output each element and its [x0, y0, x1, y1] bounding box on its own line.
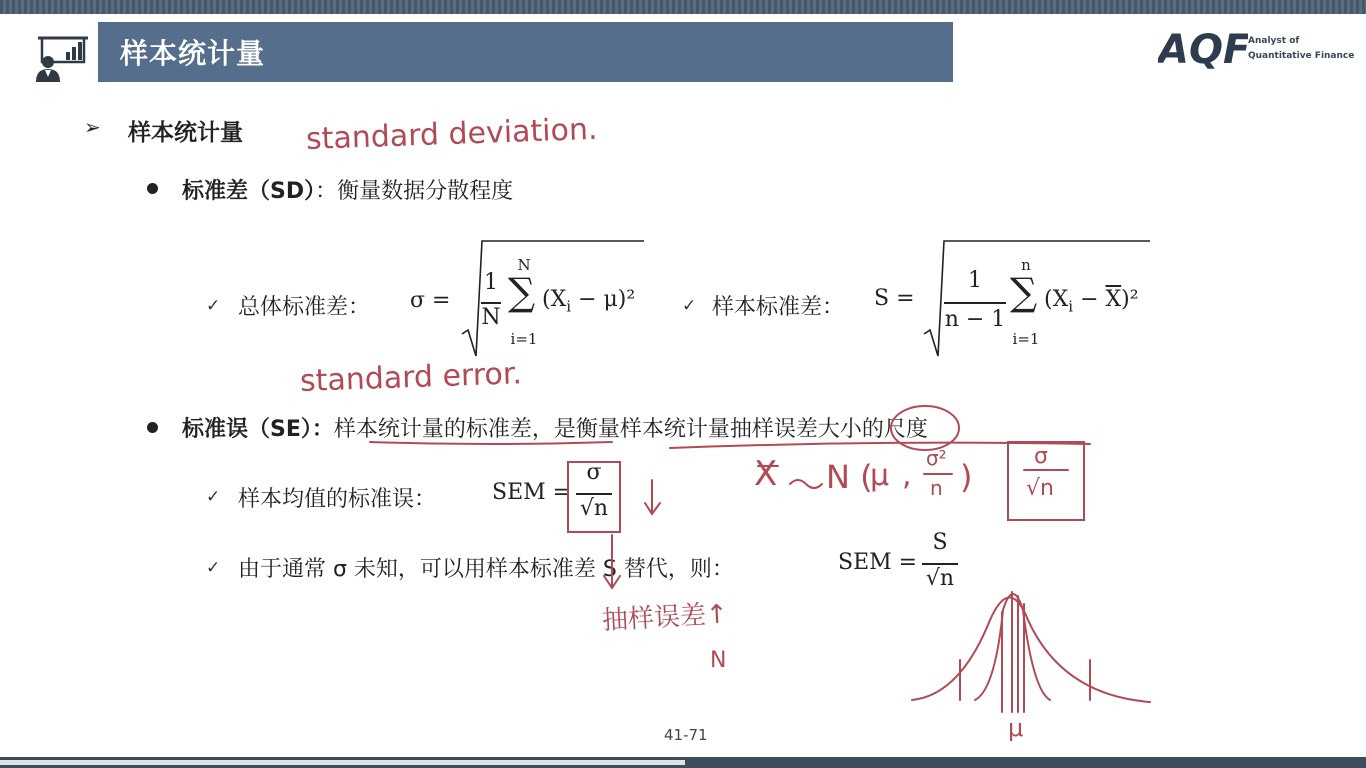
s-lhs: S = [874, 286, 915, 311]
sigma-lhs: σ = [410, 288, 451, 313]
bullet-icon [147, 422, 158, 433]
sem2-bar [922, 563, 958, 565]
sample-sum-bottom: i=1 [1012, 330, 1040, 348]
bullet-icon [147, 183, 158, 194]
dist-note-close: ) [960, 458, 973, 496]
progress-fill [0, 760, 685, 765]
box-sigma-note: σ [1034, 444, 1048, 469]
underline-stroke [670, 443, 1090, 448]
sample-frac-bar [944, 302, 1006, 304]
sample-sd-label: 样本标准差： [712, 295, 845, 320]
dist-note-den: n [930, 476, 943, 500]
bottom-progress-strip [0, 757, 1366, 768]
page-title: 样本统计量 [120, 37, 266, 70]
dist-note-mu: μ [870, 458, 890, 493]
sample-term-xbar: $\overline{X}$ [1105, 287, 1122, 312]
se-colon: ： [311, 417, 334, 442]
mu-note: μ [1008, 714, 1024, 742]
dist-note-comma: , [902, 458, 912, 493]
sem1-lhs: SEM = [492, 480, 572, 505]
sd-handwritten-note: standard deviation. [305, 111, 599, 157]
sem1-num: σ [586, 460, 602, 485]
pop-term-tail: − μ)² [578, 287, 636, 312]
check-icon: ✓ [206, 487, 221, 507]
sd-description: ：衡量数据分散程度 [315, 179, 514, 204]
sem2-num: S [932, 530, 948, 555]
check-icon: ✓ [206, 296, 221, 316]
sampling-error-note: 抽样误差↑ [601, 599, 729, 636]
dist-note-sigma2: σ² [926, 446, 947, 470]
logo-line-2: Quantitative Finance [1248, 51, 1355, 61]
n-note: N [710, 648, 727, 673]
dist-note-n: N ( [826, 458, 873, 496]
box-root-n-note: √n [1026, 476, 1054, 501]
top-border-strip [0, 0, 1366, 14]
section-title: 样本统计量 [128, 120, 243, 146]
sd-line [182, 174, 513, 205]
presenter-board-icon [28, 30, 90, 82]
sample-sum-top: n [1021, 256, 1031, 274]
pop-term-x: (X [542, 287, 567, 312]
sample-term [1044, 287, 1139, 315]
section-arrow-icon: ➢ [84, 115, 101, 139]
sample-term-x: (X [1044, 287, 1069, 312]
sample-term-minus: − [1080, 287, 1106, 312]
sem2-lhs: SEM = [838, 550, 918, 575]
logo-text: AQF [1158, 27, 1248, 70]
check-icon: ✓ [206, 558, 221, 578]
tilde-stroke [790, 480, 822, 488]
pop-frac-num: 1 [484, 270, 498, 295]
pop-sum-icon: ∑ [508, 270, 536, 314]
sample-sum-icon: ∑ [1010, 270, 1038, 314]
sem1-bar [576, 493, 612, 495]
se-label: 标准误（SE） [182, 417, 312, 442]
pop-sum-top: N [517, 256, 531, 274]
sem-replace-text: 由于通常 σ 未知，可以用样本标准差 S 替代，则： [238, 557, 734, 582]
se-description-2: ，是衡量样本统计量抽样误差大小的尺度 [531, 417, 928, 442]
se-handwritten-note: standard error. [299, 356, 523, 399]
sem-mean-label: 样本均值的标准误： [238, 487, 437, 512]
bell-curve-wide [912, 598, 1150, 703]
logo-line-1: Analyst of [1248, 36, 1300, 46]
title-bar [98, 22, 953, 82]
aqf-logo-mark [1158, 24, 1248, 70]
pop-frac-den: N [481, 305, 501, 330]
sample-term-tail: )² [1121, 287, 1139, 312]
sem2-den: √n [925, 566, 955, 591]
sample-frac-num: 1 [968, 268, 982, 293]
arrow-stroke [645, 480, 660, 514]
bell-curve-narrow [975, 594, 1050, 700]
pop-sum-bottom: i=1 [510, 330, 538, 348]
sd-label: 标准差（SD） [182, 179, 316, 204]
se-line [182, 412, 928, 443]
sample-frac-den: n − 1 [944, 307, 1006, 332]
aqf-logo [1158, 24, 1358, 70]
sem1-den: √n [579, 496, 609, 521]
page-number: 41-71 [664, 726, 708, 744]
sample-term-sub: i [1068, 297, 1074, 316]
pop-term-sub: i [566, 297, 572, 316]
se-description-1: 样本统计量的标准差 [333, 417, 532, 442]
dist-note-x: X [754, 454, 778, 494]
pop-term [542, 287, 635, 315]
check-icon: ✓ [682, 296, 697, 316]
population-sd-label: 总体标准差： [238, 295, 371, 320]
pop-frac-bar [481, 302, 501, 304]
